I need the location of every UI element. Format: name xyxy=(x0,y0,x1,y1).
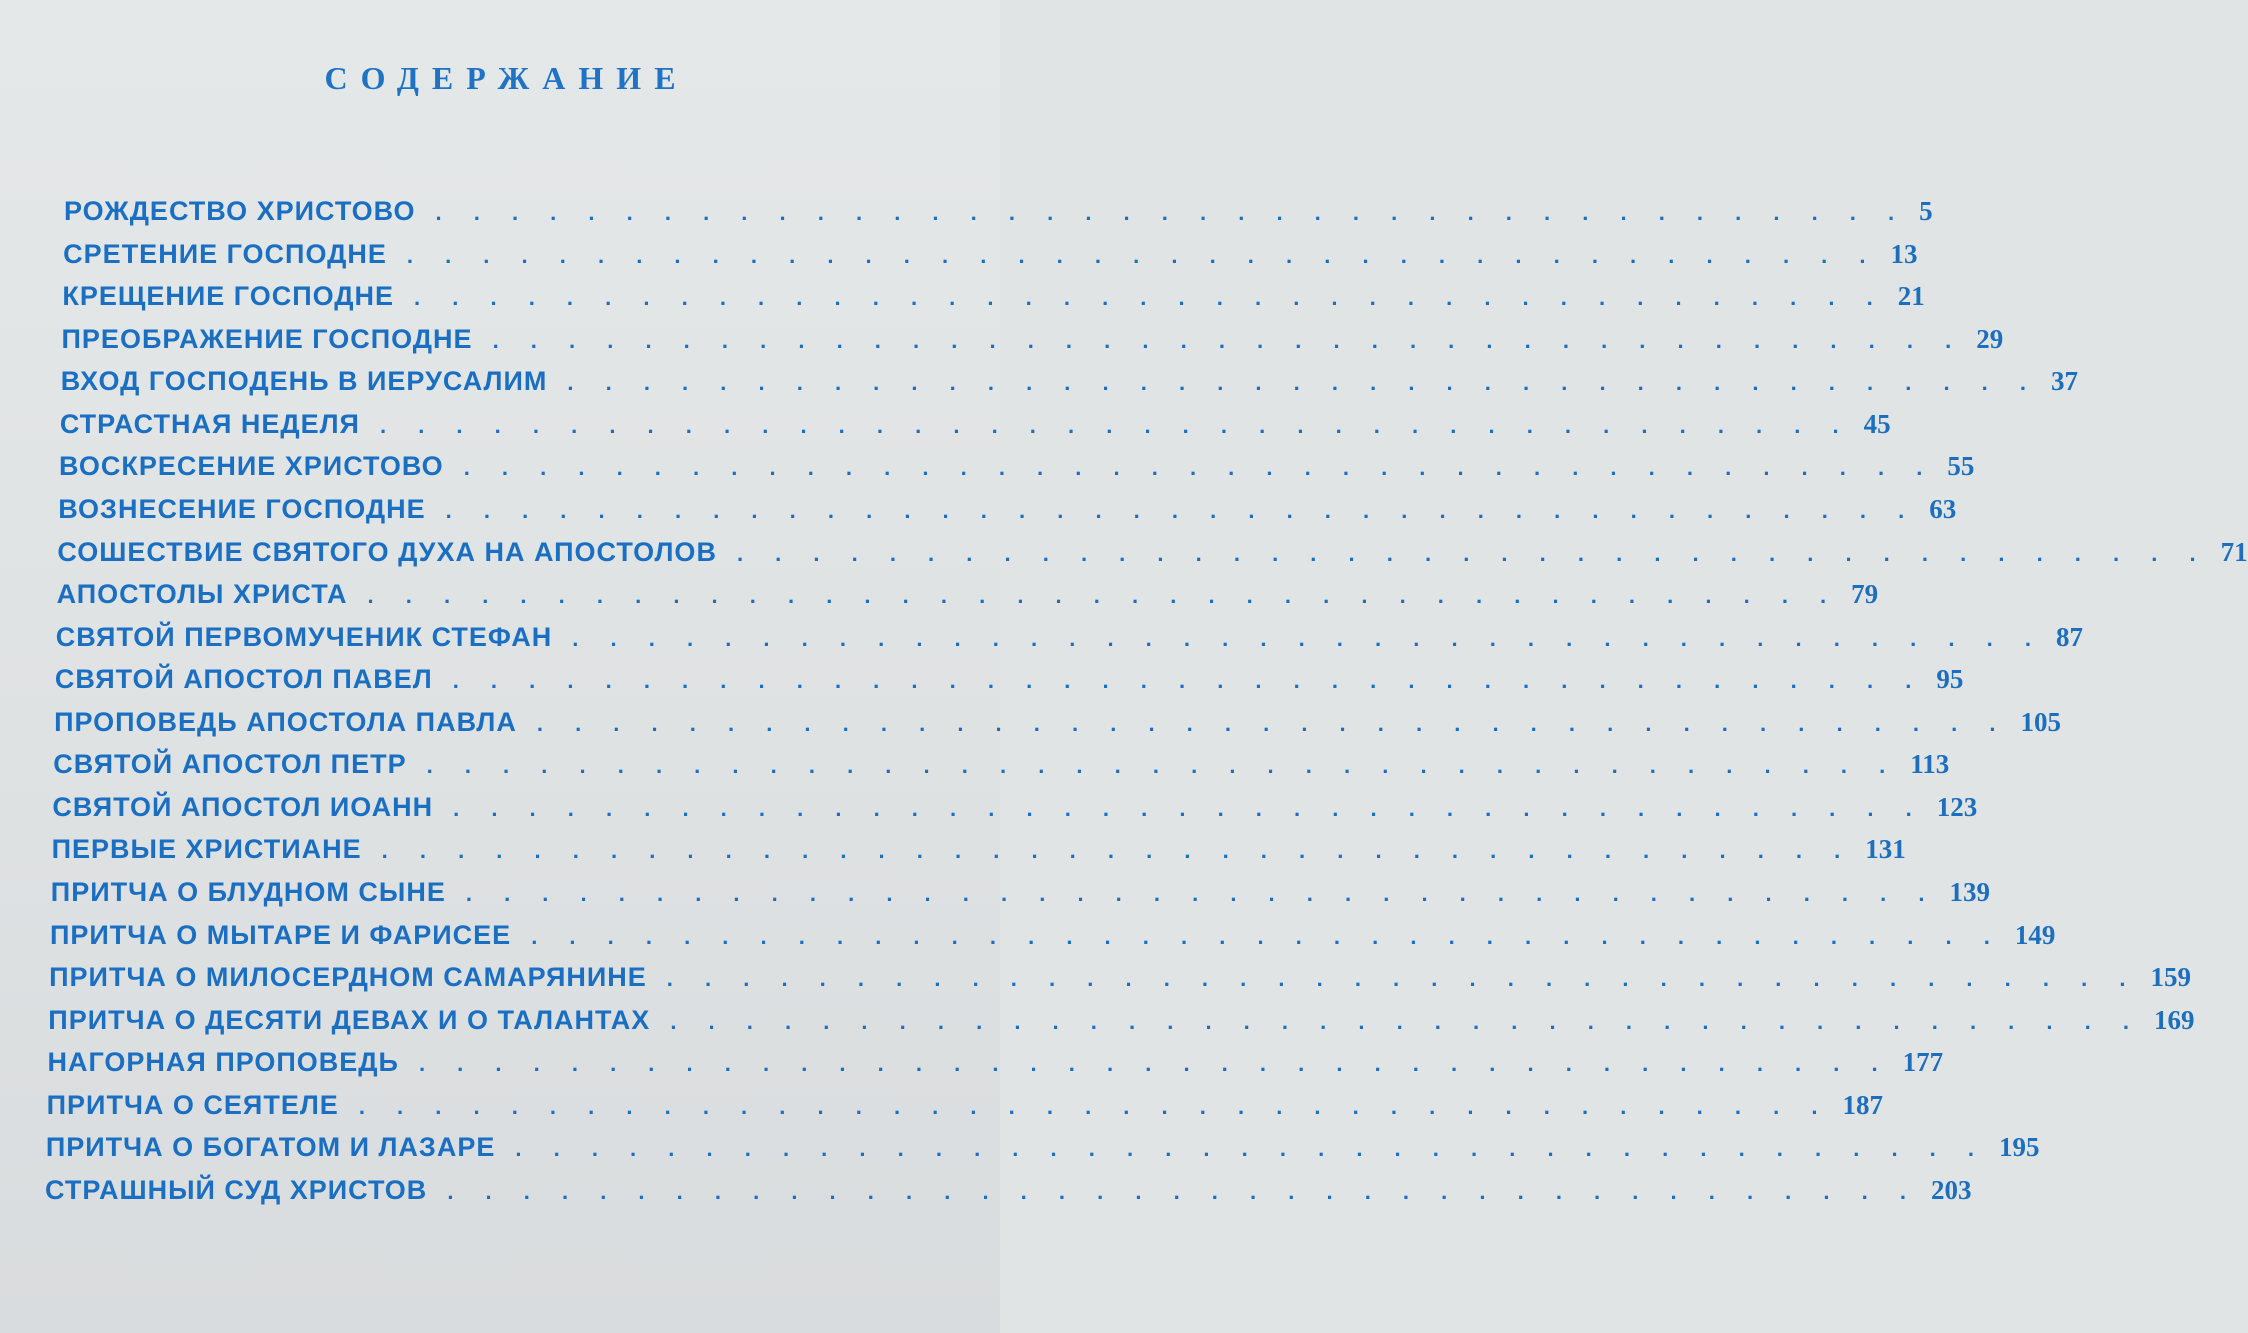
toc-dot-leader: . . . . . . . . . . . . . . . . . . . . . . . . . . . . . . . . . . . . . . . xyxy=(515,1136,1988,1162)
toc-entry-title: СРЕТЕНИЕ ГОСПОДНЕ xyxy=(63,238,387,269)
toc-entry-title: ПРИТЧА О МИЛОСЕРДНОМ САМАРЯНИНЕ xyxy=(49,962,647,993)
toc-entry-title: ПРЕОБРАЖЕНИЕ ГОСПОДНЕ xyxy=(61,323,473,354)
toc-entry-title: ПРИТЧА О БОГАТОМ И ЛАЗАРЕ xyxy=(45,1132,496,1163)
toc-entry-page-number: 149 xyxy=(2014,919,2056,950)
toc-dot-leader: . . . . . . . . . . . . . . . . . . . . . . . . . . . . . . . . . . . . . . . xyxy=(414,285,1886,311)
toc-entry-page-number: 95 xyxy=(1936,664,1964,695)
toc-entry-title: ПРИТЧА О СЕЯТЕЛЕ xyxy=(46,1089,339,1120)
toc-entry xyxy=(54,706,2061,745)
toc-dot-leader: . . . . . . . . . . . . . . . . . . . . . . . . . . . . . . . . . . . . . . . xyxy=(358,1093,1831,1119)
toc-entry-title: НАГОРНАЯ ПРОПОВЕДЬ xyxy=(47,1047,399,1078)
toc-entry-page-number: 159 xyxy=(2150,962,2191,993)
toc-dot-leader: . . . . . . . . . . . . . . . . . . . . . . . . . . . . . . . . . . . . . . . xyxy=(367,583,1840,609)
toc-entry xyxy=(45,1175,1972,1213)
page-title: СОДЕРЖАНИЕ xyxy=(324,60,689,96)
toc-entry-page-number: 63 xyxy=(1929,493,1957,524)
toc-entry-title: СВЯТОЙ АПОСТОЛ ПАВЕЛ xyxy=(54,664,433,695)
toc-entry xyxy=(60,366,2079,404)
toc-entry-title: АПОСТОЛЫ ХРИСТА xyxy=(56,579,348,610)
toc-entry xyxy=(47,1047,1944,1085)
toc-dot-leader: . . . . . . . . . . . . . . . . . . . . . . . . . . . . . . . . . . . . . . . xyxy=(381,838,1854,864)
toc-entry-page-number: 71 xyxy=(2220,536,2248,567)
toc-dot-leader: . . . . . . . . . . . . . . . . . . . . . . . . . . . . . . . . . . . . . . . xyxy=(452,668,1925,694)
toc-entry xyxy=(45,1132,2040,1170)
toc-entry xyxy=(54,664,1964,702)
toc-dot-leader: . . . . . . . . . . . . . . . . . . . . . . . . . . . . . . . . . . . . . . . xyxy=(670,1008,2142,1034)
toc-entry xyxy=(56,579,1879,617)
toc-entry-page-number: 29 xyxy=(1976,323,2004,354)
toc-entry-page-number: 5 xyxy=(1919,196,1933,226)
toc-entry-page-number: 113 xyxy=(1910,749,1950,780)
toc-entry xyxy=(51,834,1906,872)
toc-dot-leader: . . . . . . . . . . . . . . . . . . . . . . . . . . . . . . . . . . . . . . . xyxy=(435,200,1908,225)
toc-dot-leader: . . . . . . . . . . . . . . . . . . . . . . . . . . . . . . . . . . . . . . . xyxy=(567,370,2040,396)
toc-entry xyxy=(64,196,1933,234)
toc-entry-page-number: 131 xyxy=(1865,834,1906,865)
toc-dot-leader: . . . . . . . . . . . . . . . . . . . . . . . . . . . . . . . . . . . . . . . xyxy=(379,412,1852,438)
toc-entry-page-number: 105 xyxy=(2020,706,2061,737)
toc-entry-title: КРЕЩЕНИЕ ГОСПОДНЕ xyxy=(62,281,395,312)
toc-dot-leader: . . . . . . . . . . . . . . . . . . . . . . . . . . . . . . . . . . . . . . . xyxy=(447,1179,1919,1204)
toc-dot-leader: . . . . . . . . . . . . . . . . . . . . . . . . . . . . . . . . . . . . . . . xyxy=(536,710,2009,736)
toc-entry-page-number: 187 xyxy=(1842,1089,1883,1120)
toc-entry-page-number: 139 xyxy=(1949,877,1990,908)
toc-entry-page-number: 37 xyxy=(2051,366,2079,397)
toc-dot-leader: . . . . . . . . . . . . . . . . . . . . . . . . . . . . . . . . . . . . . . . xyxy=(492,327,1965,353)
toc-entry xyxy=(59,451,1975,489)
toc-dot-leader: . . . . . . . . . . . . . . . . . . . . . . . . . . . . . . . . . . . . . . . xyxy=(666,966,2139,992)
toc-dot-leader: . . . . . . . . . . . . . . . . . . . . . . . . . . . . . . . . . . . . . . . xyxy=(531,923,2003,949)
toc-dot-leader: . . . . . . . . . . . . . . . . . . . . . . . . . . . . . . . . . . . . . . . xyxy=(445,497,1918,523)
toc-entry-title: ВОЗНЕСЕНИЕ ГОСПОДНЕ xyxy=(58,493,426,524)
toc-entry xyxy=(55,621,2083,660)
toc-entry-page-number: 21 xyxy=(1897,281,1925,312)
toc-entry-page-number: 203 xyxy=(1930,1175,1972,1205)
toc-entry-page-number: 13 xyxy=(1890,238,1918,269)
toc-entry xyxy=(58,493,1957,532)
toc-entry-page-number: 123 xyxy=(1936,791,1978,822)
toc-entry xyxy=(57,536,2248,575)
toc-entry xyxy=(50,877,1990,915)
toc-dot-leader: . . . . . . . . . . . . . . . . . . . . . . . . . . . . . . . . . . . . . . . xyxy=(418,1051,1891,1077)
toc-entry-page-number: 79 xyxy=(1851,579,1879,610)
toc-entry-title: СВЯТОЙ АПОСТОЛ ИОАНН xyxy=(52,791,434,822)
toc-entry-page-number: 87 xyxy=(2055,621,2083,652)
toc-dot-leader: . . . . . . . . . . . . . . . . . . . . . . . . . . . . . . . . . . . . . . . xyxy=(572,625,2044,651)
toc-entry xyxy=(49,919,2056,958)
toc-entry xyxy=(63,238,1918,277)
toc-entry-title: РОЖДЕСТВО ХРИСТОВО xyxy=(64,196,416,226)
toc-dot-leader: . . . . . . . . . . . . . . . . . . . . . . . . . . . . . . . . . . . . . . . xyxy=(736,540,2209,566)
toc-entry-title: ВХОД ГОСПОДЕНЬ В ИЕРУСАЛИМ xyxy=(60,366,548,397)
toc-entry xyxy=(49,962,2191,1000)
toc-dot-leader: . . . . . . . . . . . . . . . . . . . . . . . . . . . . . . . . . . . . . . . xyxy=(465,881,1938,907)
toc-entry-title: СВЯТОЙ ПЕРВОМУЧЕНИК СТЕФАН xyxy=(55,621,553,652)
toc-entry xyxy=(52,791,1978,830)
toc-entry-page-number: 169 xyxy=(2153,1004,2195,1035)
toc-entry-title: ПРОПОВЕДЬ АПОСТОЛА ПАВЛА xyxy=(54,706,517,737)
toc-entry-page-number: 177 xyxy=(1902,1047,1944,1078)
toc-entry-title: СВЯТОЙ АПОСТОЛ ПЕТР xyxy=(53,749,407,780)
toc-dot-leader: . . . . . . . . . . . . . . . . . . . . . . . . . . . . . . . . . . . . . . . xyxy=(463,455,1936,481)
toc-dot-leader: . . . . . . . . . . . . . . . . . . . . . . . . . . . . . . . . . . . . . . . xyxy=(426,753,1899,779)
toc-entry xyxy=(62,281,1925,319)
toc-entry-title: ПЕРВЫЕ ХРИСТИАНЕ xyxy=(51,834,362,865)
toc-dot-leader: . . . . . . . . . . . . . . . . . . . . . . . . . . . . . . . . . . . . . . . xyxy=(406,242,1879,268)
toc-entry-title: СТРАШНЫЙ СУД ХРИСТОВ xyxy=(45,1175,428,1205)
toc-entry xyxy=(48,1004,2195,1043)
toc-entry xyxy=(46,1089,1883,1128)
toc-entry-title: СТРАСТНАЯ НЕДЕЛЯ xyxy=(59,408,360,439)
toc-dot-leader: . . . . . . . . . . . . . . . . . . . . . . . . . . . . . . . . . . . . . . . xyxy=(453,795,1925,821)
toc-entry-title: ПРИТЧА О ДЕСЯТИ ДЕВАХ И О ТАЛАНТАХ xyxy=(48,1004,651,1035)
toc-entry-title: ПРИТЧА О БЛУДНОМ СЫНЕ xyxy=(50,877,446,908)
toc-entry-title: ПРИТЧА О МЫТАРЕ И ФАРИСЕЕ xyxy=(49,919,512,950)
toc-entry-page-number: 55 xyxy=(1947,451,1975,482)
toc-entry xyxy=(53,749,1950,787)
toc-entry xyxy=(61,323,2004,362)
toc-entry-page-number: 45 xyxy=(1863,408,1891,439)
toc-entry-page-number: 195 xyxy=(1999,1132,2040,1163)
toc-entry-title: СОШЕСТВИЕ СВЯТОГО ДУХА НА АПОСТОЛОВ xyxy=(57,536,717,567)
toc-entry-title: ВОСКРЕСЕНИЕ ХРИСТОВО xyxy=(59,451,444,482)
toc-entry xyxy=(59,408,1891,447)
